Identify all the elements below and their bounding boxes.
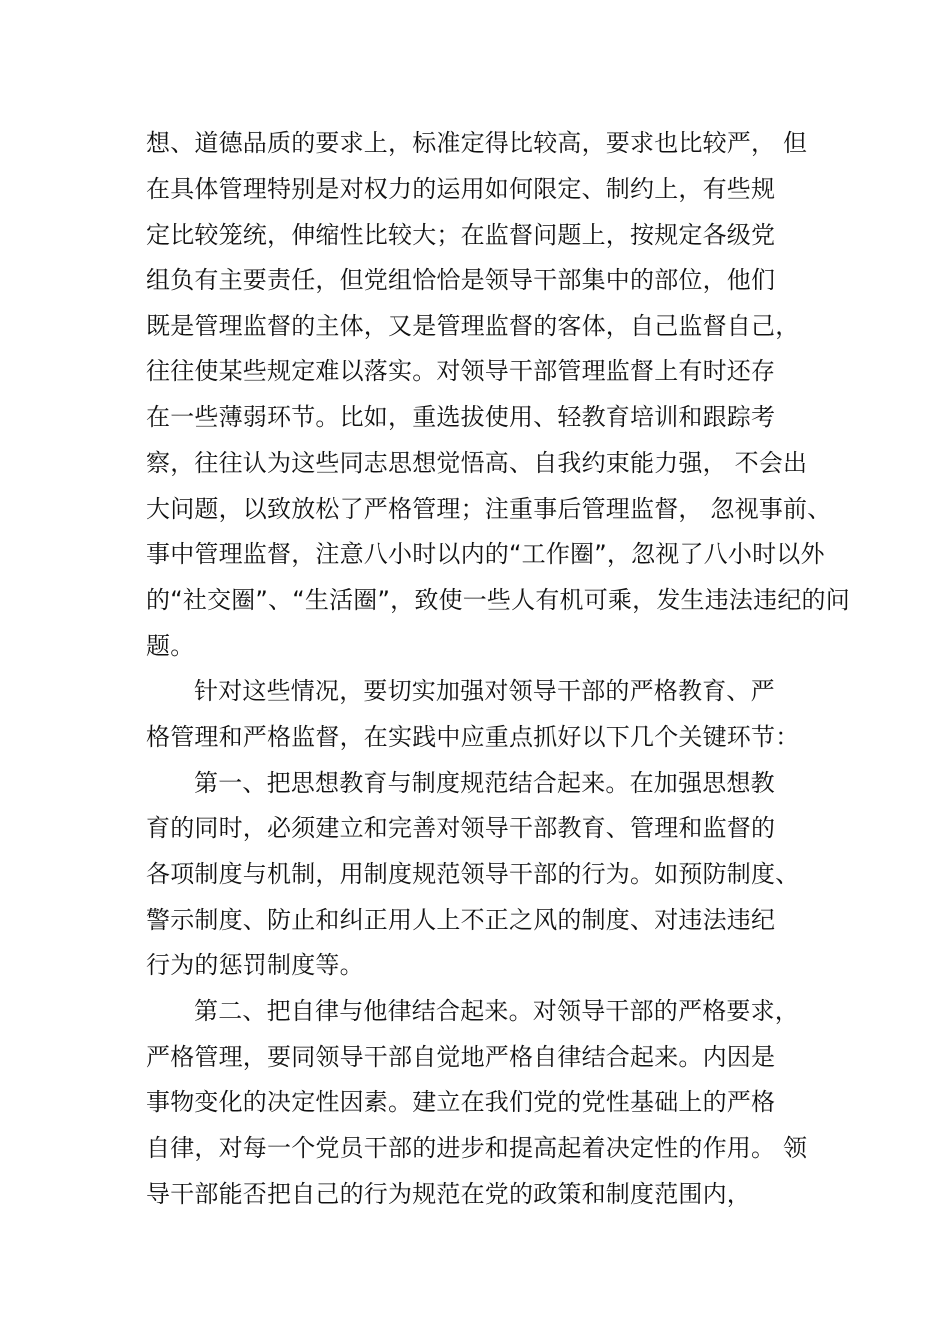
text-line: 导干部能否把自己的行为规范在党的政策和制度范围内，	[146, 1180, 751, 1208]
text-line: 行为的惩罚制度等。	[146, 951, 364, 979]
text-line: 在一些薄弱环节。比如，重选拔使用、轻教育培训和跟踪考	[146, 403, 776, 431]
paragraph-first-line: 第一、把思想教育与制度规范结合起来。在加强思想教	[194, 769, 775, 797]
text-line: 题。	[146, 632, 195, 660]
text-line: 组负有主要责任，但党组恰恰是领导干部集中的部位，他们	[146, 266, 776, 294]
text-line: 察，往往认为这些同志思想觉悟高、自我约束能力强， 不会出	[146, 449, 808, 477]
paragraph-first-line: 第二、把自律与他律结合起来。对领导干部的严格要求，	[194, 997, 799, 1025]
text-line: 严格管理，要同领导干部自觉地严格自律结合起来。内因是	[146, 1043, 776, 1071]
text-line: 事物变化的决定性因素。建立在我们党的党性基础上的严格	[146, 1088, 776, 1116]
text-line: 往往使某些规定难以落实。对领导干部管理监督上有时还存	[146, 357, 776, 385]
text-line: 警示制度、防止和纠正用人上不正之风的制度、对违法违纪	[146, 906, 776, 934]
text-line: 自律，对每一个党员干部的进步和提高起着决定性的作用。 领	[146, 1134, 808, 1162]
text-line: 在具体管理特别是对权力的运用如何限定、制约上，有些规	[146, 175, 776, 203]
text-line: 大问题，以致放松了严格管理；注重事后管理监督， 忽视事前、	[146, 495, 832, 523]
text-line: 各项制度与机制，用制度规范领导干部的行为。如预防制度、	[146, 860, 800, 888]
text-line: 想、道德品质的要求上，标准定得比较高，要求也比较严， 但	[146, 129, 808, 157]
text-line: 育的同时，必须建立和完善对领导干部教育、管理和监督的	[146, 814, 776, 842]
text-line: 定比较笼统，伸缩性比较大；在监督问题上，按规定各级党	[146, 221, 776, 249]
text-line: 格管理和严格监督，在实践中应重点抓好以下几个关键环节：	[146, 723, 800, 751]
text-line: 既是管理监督的主体，又是管理监督的客体，自己监督自己，	[146, 312, 800, 340]
paragraph-first-line: 针对这些情况，要切实加强对领导干部的严格教育、严	[194, 677, 775, 705]
text-line: 的“社交圈”、“生活圈”，致使一些人有机可乘，发生违法违纪的问	[146, 586, 850, 614]
text-line: 事中管理监督，注意八小时以内的“工作圈”，忽视了八小时以外	[146, 540, 825, 568]
